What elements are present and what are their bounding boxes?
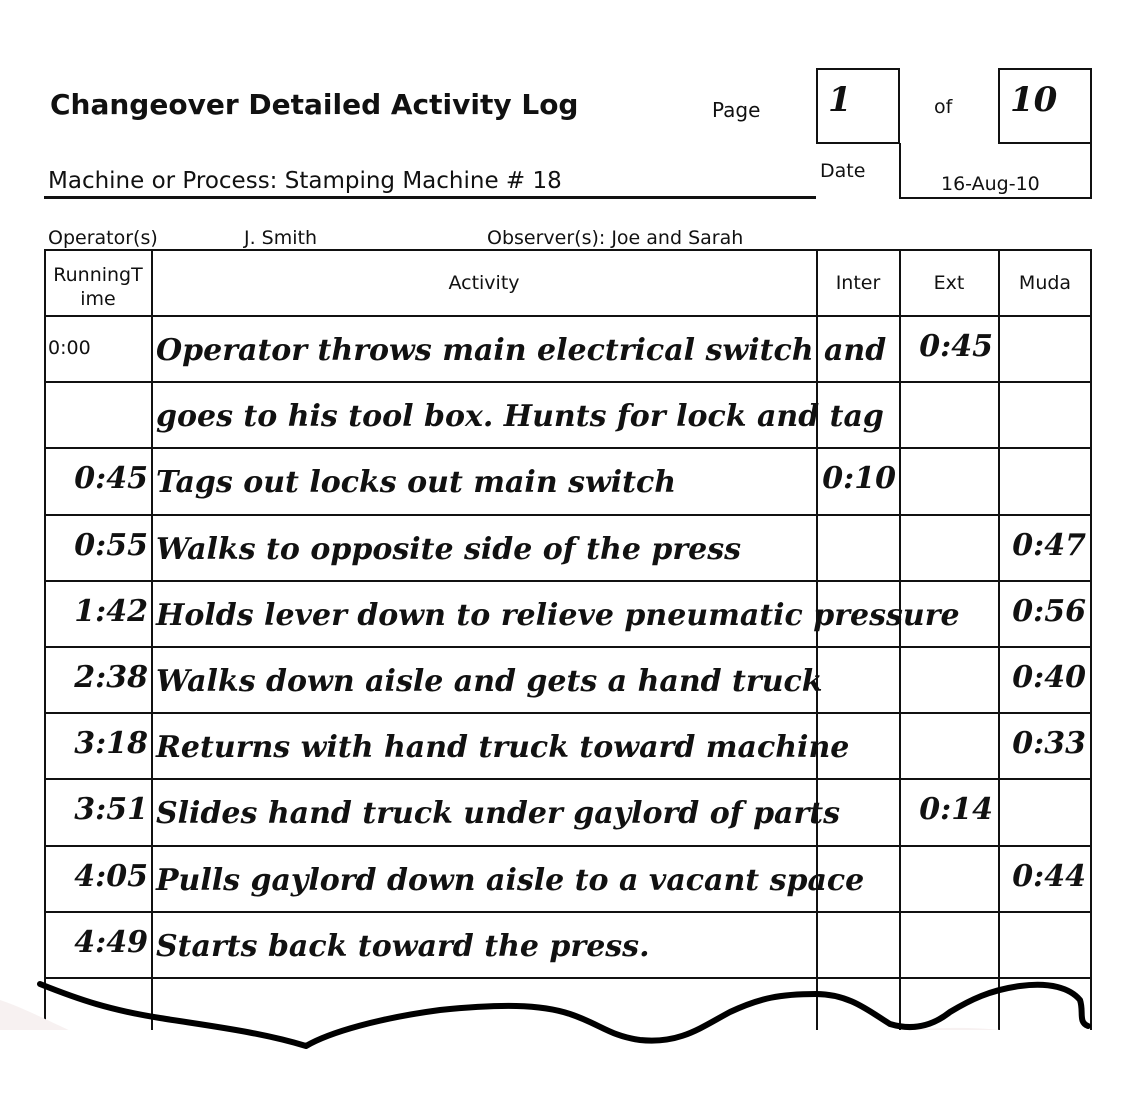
muda-time: 0:33 <box>1012 726 1086 762</box>
operator-name: J. Smith <box>244 227 318 249</box>
running-time: 2:38 <box>74 660 148 695</box>
inter-time: 0:10 <box>822 461 896 497</box>
table-row-rule <box>44 315 1092 317</box>
date-label: Date <box>820 160 866 182</box>
header-inter: Inter <box>835 272 881 294</box>
activity-text: Walks down aisle and gets a hand truck <box>156 664 823 699</box>
running-time: 0:55 <box>74 527 148 563</box>
running-time: 3:51 <box>74 792 148 828</box>
date-box <box>899 143 1092 199</box>
activity-text: Starts back toward the press. <box>156 928 650 964</box>
activity-text: Pulls gaylord down aisle to a vacant space <box>156 862 865 898</box>
page-total-box <box>998 68 1092 144</box>
table-row-rule <box>44 712 1092 714</box>
page-total: 10 <box>1010 80 1058 120</box>
torn-edge <box>0 960 1127 1102</box>
header-running-time-line1: RunningT <box>53 264 143 286</box>
page-number-box <box>816 68 900 144</box>
running-time: 1:42 <box>74 593 148 629</box>
muda-time: 0:47 <box>1012 527 1086 563</box>
machine-process-line: Machine or Process: Stamping Machine # 18 <box>48 168 562 194</box>
header-activity: Activity <box>448 272 520 294</box>
table-row-rule <box>44 514 1092 516</box>
header-running-time-line2: ime <box>80 288 116 310</box>
page-number: 1 <box>828 80 852 120</box>
of-label: of <box>934 96 953 118</box>
running-time: 4:49 <box>74 924 148 960</box>
observer-line: Observer(s): Joe and Sarah <box>487 227 744 249</box>
header-running-time <box>44 263 152 311</box>
table-row-rule <box>44 778 1092 780</box>
header-muda: Muda <box>1018 272 1072 294</box>
table-row-rule <box>44 381 1092 383</box>
table-row-rule <box>44 249 1092 251</box>
header-ext: Ext <box>933 272 965 294</box>
activity-text: Operator throws main electrical switch and <box>156 333 887 368</box>
operator-label: Operator(s) <box>48 227 158 249</box>
machine-underline <box>44 196 816 199</box>
muda-time: 0:56 <box>1012 593 1086 629</box>
activity-text: Slides hand truck under gaylord of parts <box>156 796 841 832</box>
page-label: Page <box>712 98 761 122</box>
activity-text: Returns with hand truck toward machine <box>156 730 850 766</box>
table-row-rule <box>44 845 1092 847</box>
running-time: 3:18 <box>74 726 148 762</box>
date-value: 16-Aug-10 <box>941 173 1040 195</box>
activity-text: goes to his tool box. Hunts for lock and tag <box>156 399 884 435</box>
activity-text: Tags out locks out main switch <box>156 465 677 501</box>
table-row-rule <box>44 447 1092 449</box>
muda-time: 0:44 <box>1012 858 1086 894</box>
running-time: 0:00 <box>48 337 91 359</box>
activity-text: Holds lever down to relieve pneumatic pressure <box>156 597 960 633</box>
torn-fill <box>0 1030 1127 1102</box>
log-title: Changeover Detailed Activity Log <box>50 88 579 121</box>
table-row-rule <box>44 580 1092 582</box>
table-row-rule <box>44 646 1092 648</box>
ext-time: 0:45 <box>919 329 993 364</box>
running-time: 0:45 <box>74 461 148 497</box>
ext-time: 0:14 <box>919 792 993 828</box>
muda-time: 0:40 <box>1012 660 1086 695</box>
activity-text: Walks to opposite side of the press <box>156 531 741 567</box>
running-time: 4:05 <box>74 858 148 894</box>
table-row-rule <box>44 911 1092 913</box>
